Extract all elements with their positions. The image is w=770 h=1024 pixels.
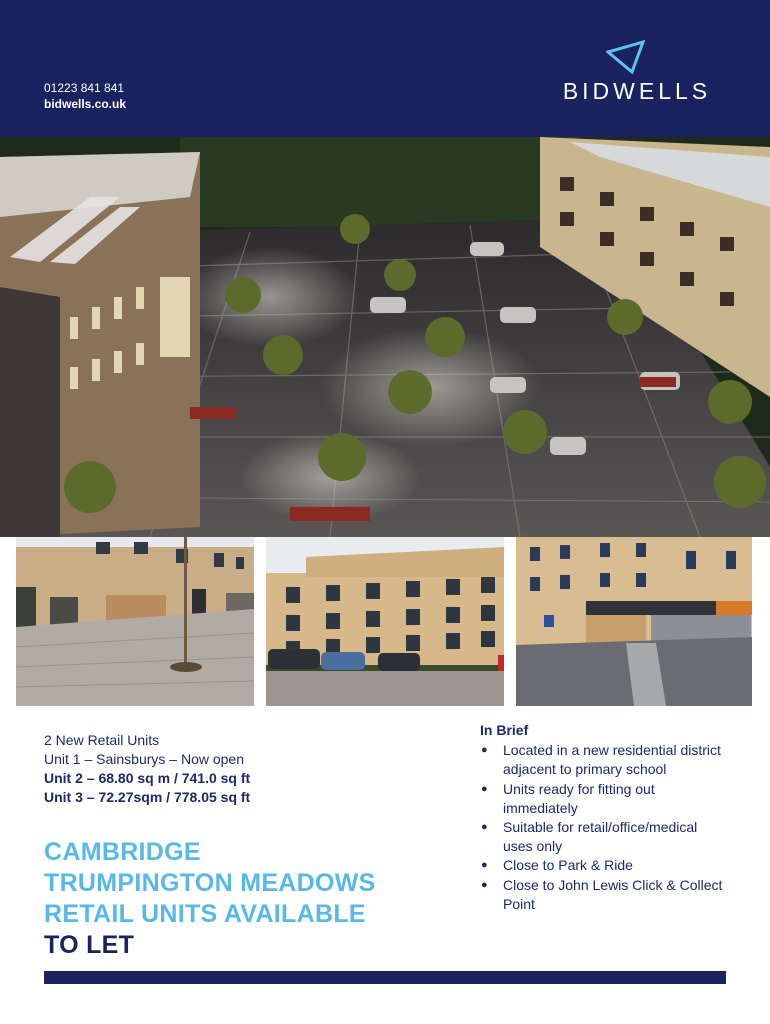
website-link[interactable]: bidwells.co.uk [44,97,127,111]
in-brief-heading: In Brief [480,722,529,738]
title-line-3: RETAIL UNITS AVAILABLE [44,900,366,928]
triangle-logo-icon [606,40,646,74]
list-item: ● Close to Park & Ride [480,856,730,875]
phone-number[interactable]: 01223 841 841 [44,81,125,95]
title-line-2: TRUMPINGTON MEADOWS [44,869,376,897]
unit-2-info: Unit 2 – 68.80 sq m / 741.0 sq ft [44,770,251,786]
hero-image [0,137,770,537]
brand-wordmark: BIDWELLS [562,78,712,104]
unit-3-info: Unit 3 – 72.27sqm / 778.05 sq ft [44,789,251,805]
list-item: ● Units ready for fitting out immediately [480,780,730,818]
brick-building-illustration [16,537,254,706]
list-item: ● Close to John Lewis Click & Collect Point [480,876,730,914]
title-line-1: CAMBRIDGE [44,838,201,866]
photo-retail-unit-exterior [16,537,254,706]
bidwells-logo[interactable] [546,40,728,110]
unit-1-info: Unit 1 – Sainsburys – Now open [44,751,244,767]
list-item: ● Located in a new residential district adjacent to primary school [480,741,730,779]
title-line-4: TO LET [44,931,135,959]
contact-info [44,80,126,112]
in-brief-list [480,741,730,914]
photo-residential-apartments [266,537,504,706]
aerial-square-illustration [0,137,770,537]
storefront-illustration [516,537,752,706]
header-banner [0,0,770,137]
main-title [44,837,376,961]
units-summary: 2 New Retail Units [44,732,160,748]
in-brief-section [480,721,730,914]
unit-details [44,731,250,807]
list-item: ● Suitable for retail/office/medical uses only [480,818,730,856]
apartments-illustration [266,537,504,706]
footer-bar [44,971,726,984]
photo-sainsburys-store [516,537,752,706]
